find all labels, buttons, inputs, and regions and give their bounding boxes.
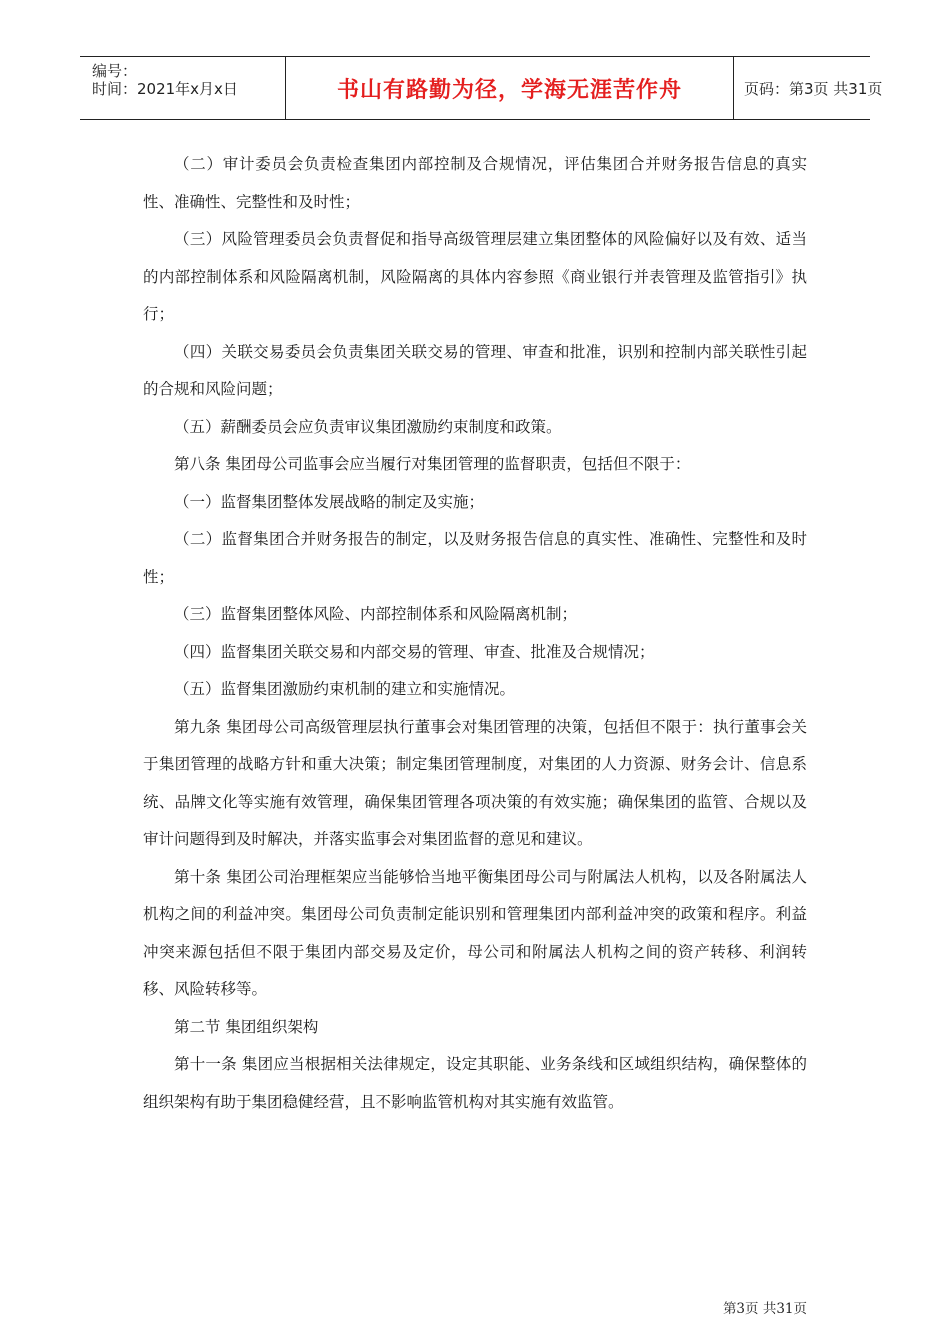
document-time-label: 时间：2021年x月x日: [92, 80, 238, 98]
paragraph: （三）风险管理委员会负责督促和指导高级管理层建立集团整体的风险偏好以及有效、适当的内部控制体系和风险隔离机制，风险隔离的具体内容参照《商业银行并表管理及监管指引》执行；: [143, 230, 807, 323]
page-header: [80, 56, 883, 120]
header-meta: [80, 57, 285, 119]
article-paragraph: 第九条 集团母公司高级管理层执行董事会对集团管理的决策，包括但不限于：执行董事会关于集团管理的战略方针和重大决策；制定集团管理制度，对集团的人力资源、财务会计、信息系统、品牌文化等实施有效管理，确保集团管理各项决策的有效实施；确保集团的监管、合规以及审计问题得到及时解决，并落实监事会对集团监督的意见和建议。: [143, 717, 807, 848]
document-number-label: 编号：: [92, 62, 138, 80]
paragraph: （四）监督集团关联交易和内部交易的管理、审查、批准及合规情况；: [174, 642, 655, 661]
header-motto: 书山有路勤为径，学海无涯苦作舟: [336, 77, 682, 103]
article-paragraph: 第十条 集团公司治理框架应当能够恰当地平衡集团母公司与附属法人机构，以及各附属法人机构之间的利益冲突。集团母公司负责制定能识别和管理集团内部利益冲突的政策和程序。利益冲突来源包括但不限于集团内部交易及定价，母公司和附属法人机构之间的资产转移、利润转移、风险转移等。: [143, 867, 807, 998]
document-body: [143, 146, 807, 1121]
paragraph: （二）监督集团合并财务报告的制定，以及财务报告信息的真实性、准确性、完整性和及时性；: [143, 530, 807, 586]
paragraph: （三）监督集团整体风险、内部控制体系和风险隔离机制；: [174, 605, 578, 623]
article-heading: 第八条 集团母公司监事会应当履行对集团管理的监督职责，包括但不限于：: [174, 455, 691, 473]
paragraph: （五）薪酬委员会应负责审议集团激励约束制度和政策。: [174, 417, 562, 436]
header-page-number: 页码：第3页 共31页: [744, 79, 883, 98]
paragraph: （一）监督集团整体发展战略的制定及实施；: [174, 492, 485, 511]
header-motto-cell: [285, 57, 734, 119]
header-page-cell: [732, 57, 883, 119]
paragraph: （二）审计委员会负责检查集团内部控制及合规情况，评估集团合并财务报告信息的真实性、准确性、完整性和及时性；: [143, 155, 807, 211]
paragraph: （四）关联交易委员会负责集团关联交易的管理、审查和批准，识别和控制内部关联性引起的合规和风险问题；: [143, 342, 807, 398]
paragraph: （五）监督集团激励约束机制的建立和实施情况。: [174, 680, 516, 698]
article-paragraph: 第十一条 集团应当根据相关法律规定，设定其职能、业务条线和区域组织结构，确保整体的组织架构有助于集团稳健经营，且不影响监管机构对其实施有效监管。: [143, 1055, 807, 1111]
section-heading: 第二节 集团组织架构: [174, 1017, 319, 1036]
page-footer: 第3页 共31页: [722, 1301, 807, 1317]
